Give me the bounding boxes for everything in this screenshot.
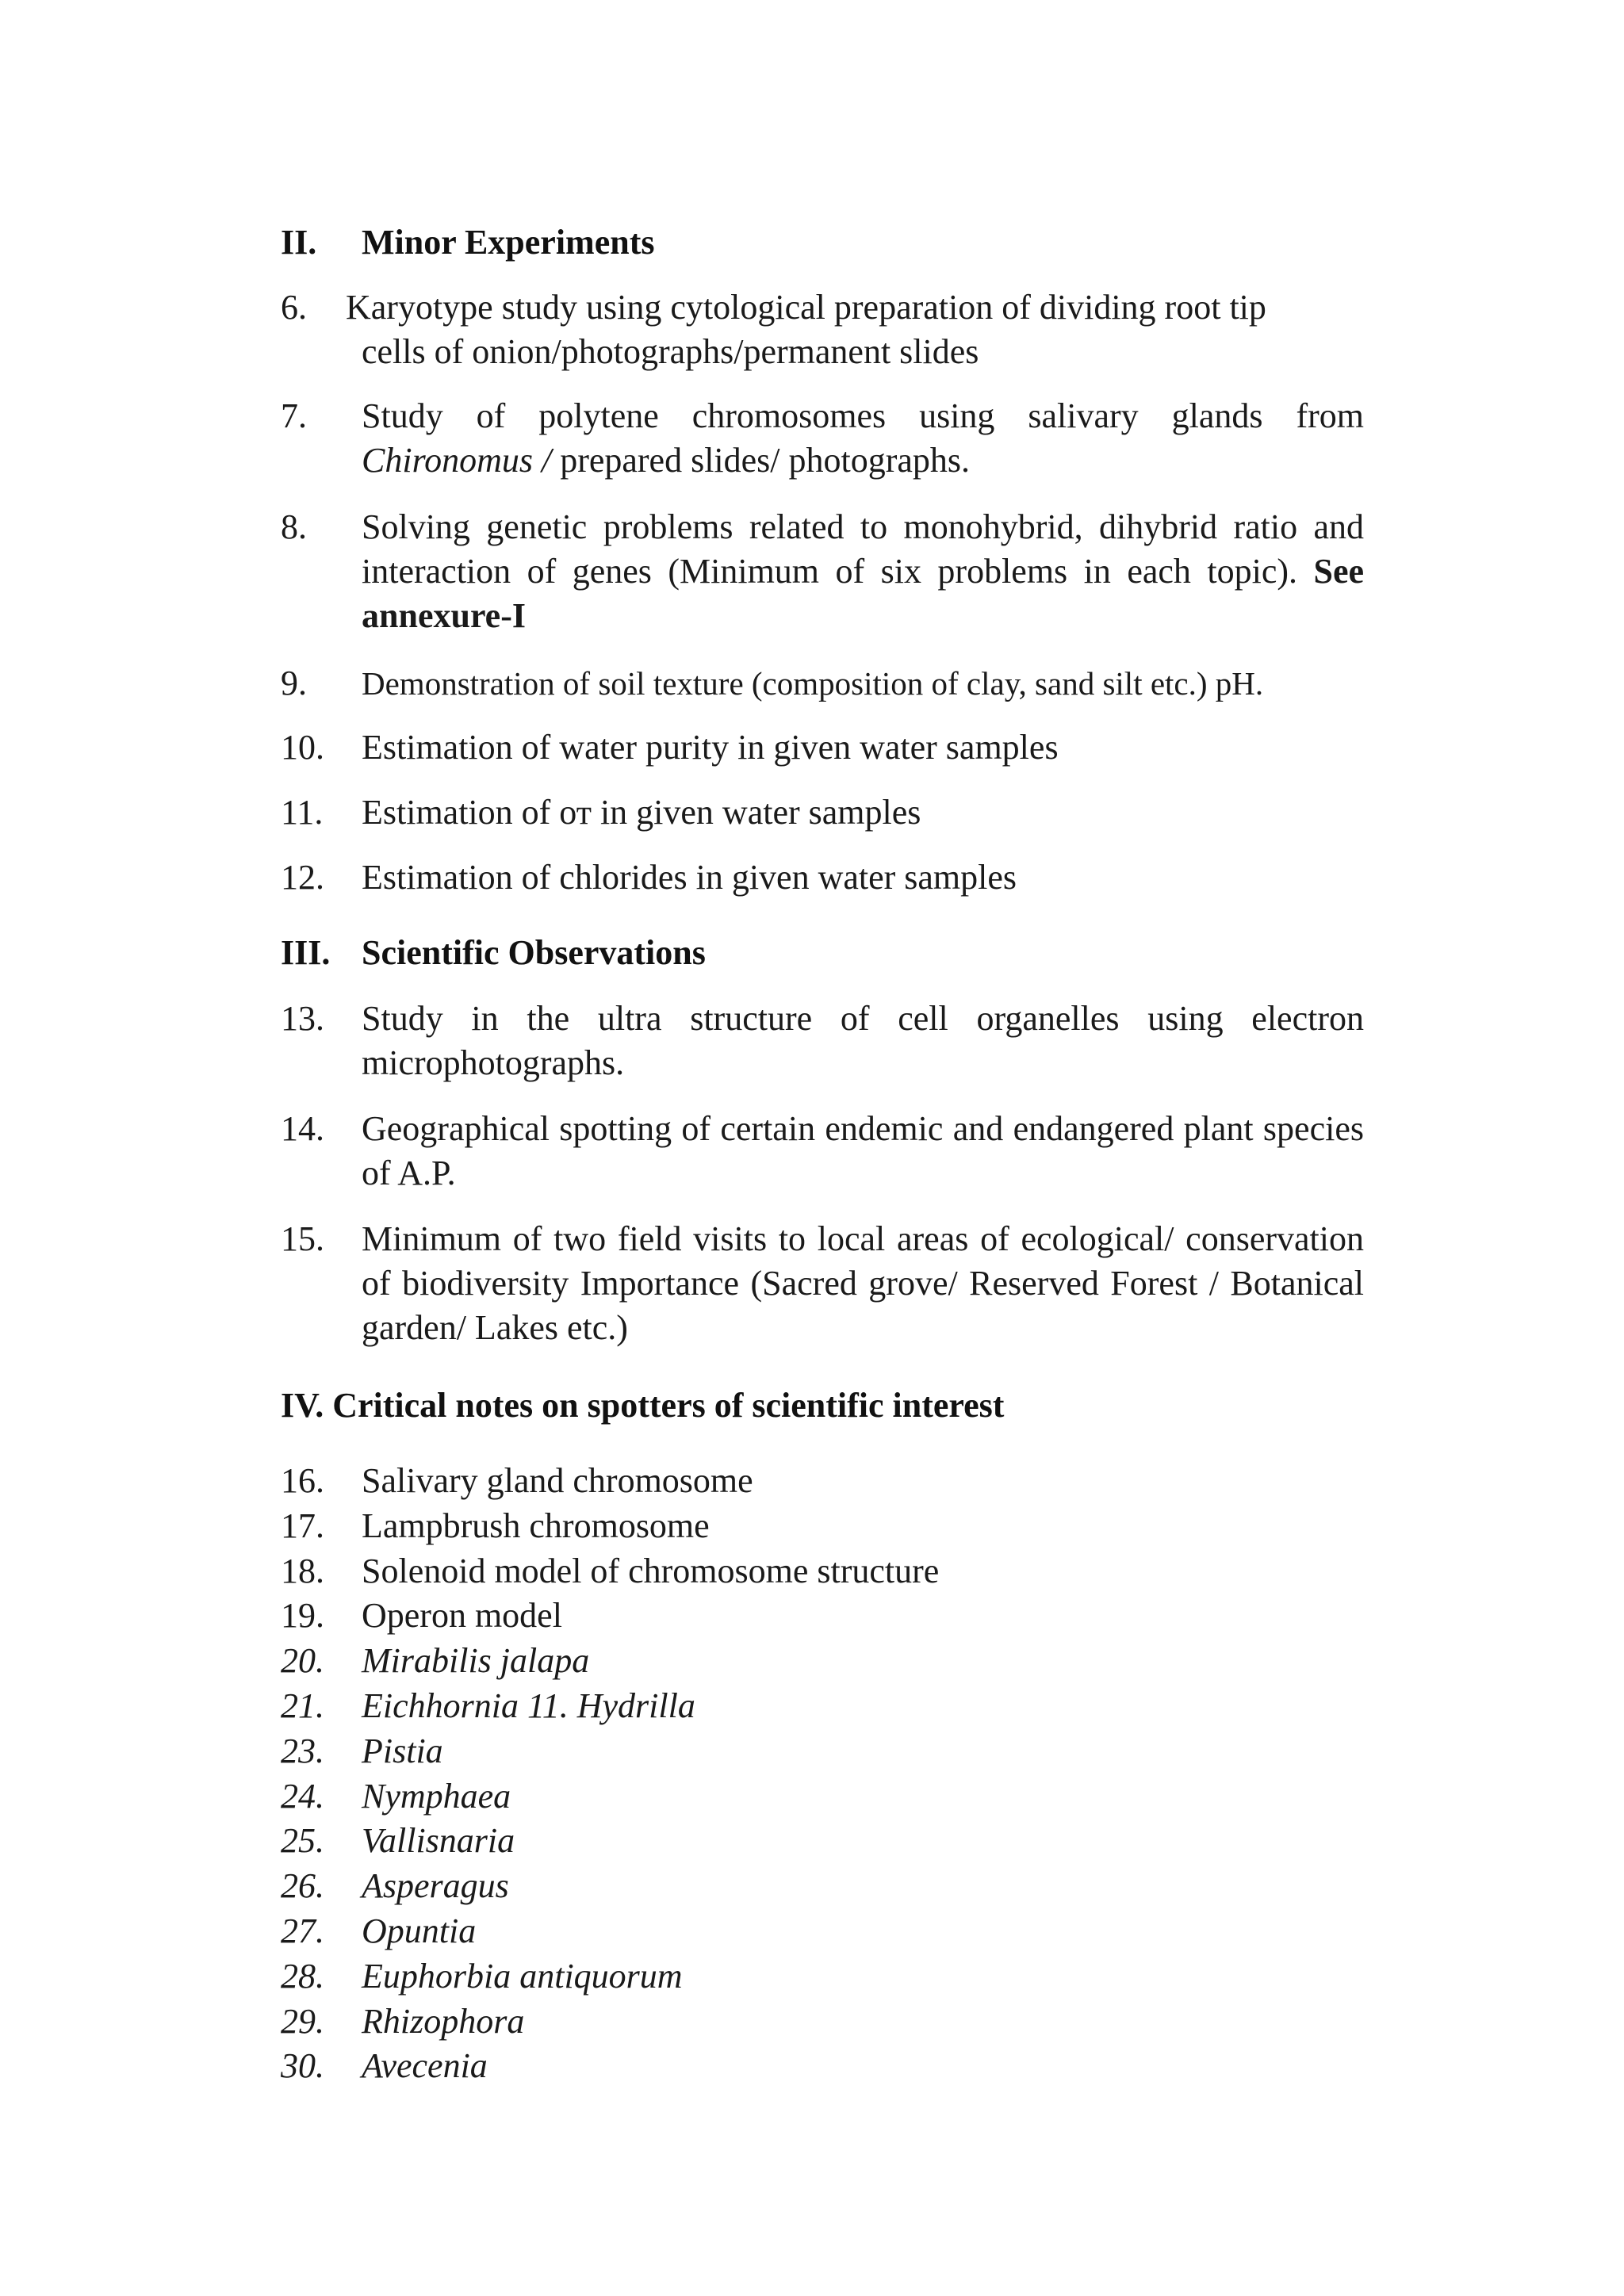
item-text: Solving genetic problems related to monohybrid, dihybrid ratio and interaction of genes (Minimum of six problems in each topic). — [362, 507, 1364, 591]
spotter-item — [281, 1864, 509, 1908]
section-heading-scientific-observations — [281, 932, 706, 974]
spotter-item — [281, 1999, 524, 2044]
species-name: Eichhornia 11. Hydrilla — [362, 1686, 695, 1725]
item-number: 10. — [281, 728, 324, 767]
list-item — [281, 855, 1364, 900]
section-title: Scientific Observations — [362, 933, 706, 972]
item-number: 26. — [281, 1866, 324, 1906]
item-number: 25. — [281, 1821, 324, 1861]
item-text: Salivary gland chromosome — [362, 1461, 753, 1500]
list-item — [281, 725, 1364, 770]
list-item — [281, 285, 1364, 374]
item-number: 13. — [281, 999, 324, 1038]
item-text: Estimation of от in given water samples — [362, 793, 921, 832]
item-number: 15. — [281, 1219, 324, 1258]
spotter-item — [281, 1819, 515, 1863]
species-name: Avecenia — [362, 2046, 488, 2086]
section-number: III. — [281, 933, 331, 972]
spotter-item — [281, 1549, 939, 1594]
section-number: IV. — [281, 1386, 324, 1425]
item-number: 9. — [281, 664, 307, 702]
item-text-continued: cells of onion/photographs/permanent slides — [362, 332, 979, 371]
species-name: Nymphaea — [362, 1776, 511, 1816]
list-item — [281, 790, 1364, 835]
item-text: Minimum of two field visits to local areas of ecological/ conservation of biodiversity Importance (Sacred grove/ Reserved Forest / Botanical garden/ Lakes etc.) — [362, 1219, 1364, 1347]
item-text: Operon model — [362, 1596, 562, 1636]
item-text: Estimation of chlorides in given water samples — [362, 858, 1017, 897]
item-number: 8. — [281, 507, 307, 546]
item-number: 6. — [281, 288, 307, 327]
section-heading-minor-experiments — [281, 222, 655, 263]
list-item — [281, 505, 1364, 638]
spotter-item — [281, 2044, 488, 2088]
section-number: II. — [281, 223, 317, 262]
item-text: Demonstration of soil texture (composition of clay, sand silt etc.) pH. — [362, 665, 1264, 702]
item-number: 24. — [281, 1776, 324, 1816]
item-number: 28. — [281, 1956, 324, 1996]
item-number: 20. — [281, 1641, 324, 1681]
item-number: 27. — [281, 1911, 324, 1950]
list-item — [281, 1107, 1364, 1196]
item-number: 29. — [281, 2001, 324, 2041]
spotter-item — [281, 1909, 476, 1954]
list-item — [281, 661, 1364, 706]
item-text: Study of polytene chromosomes using salivary glands from — [362, 396, 1364, 435]
item-text: Solenoid model of chromosome structure — [362, 1551, 940, 1590]
spotter-item — [281, 1459, 753, 1503]
spotter-item — [281, 1504, 710, 1548]
spotter-item — [281, 1594, 562, 1638]
item-text: Geographical spotting of certain endemic and endangered plant species of A.P. — [362, 1109, 1364, 1192]
item-number: 18. — [281, 1551, 324, 1590]
item-text: Study in the ultra structure of cell organelles using electron microphotographs. — [362, 999, 1364, 1082]
spotter-item — [281, 1639, 589, 1683]
species-name: Mirabilis jalapa — [362, 1641, 590, 1681]
item-text: Lampbrush chromosome — [362, 1506, 710, 1545]
section-heading-critical-notes — [281, 1385, 1004, 1426]
spotter-item — [281, 1684, 695, 1728]
spotter-item — [281, 1774, 511, 1819]
species-name: Chironomus / — [362, 441, 552, 480]
item-number: 19. — [281, 1596, 324, 1636]
list-item — [281, 997, 1364, 1085]
item-number: 16. — [281, 1461, 324, 1500]
item-number: 12. — [281, 858, 324, 897]
item-text: Karyotype study using cytological preparation of dividing root tip — [346, 288, 1266, 327]
list-item — [281, 1217, 1364, 1350]
item-number: 30. — [281, 2046, 324, 2086]
species-name: Rhizophora — [362, 2001, 525, 2041]
item-number: 14. — [281, 1109, 324, 1148]
annexure-reference: See annexure-I — [362, 552, 1365, 635]
item-text-continued: prepared slides/ photographs. — [551, 441, 971, 480]
species-name: Opuntia — [362, 1911, 477, 1950]
section-title: Minor Experiments — [362, 223, 655, 262]
species-name: Vallisnaria — [362, 1821, 515, 1861]
item-number: 17. — [281, 1506, 324, 1545]
spotter-item — [281, 1729, 443, 1774]
item-number: 11. — [281, 793, 324, 832]
species-name: Asperagus — [362, 1866, 509, 1906]
spotter-item — [281, 1954, 683, 1999]
species-name: Euphorbia antiquorum — [362, 1956, 683, 1996]
item-number: 7. — [281, 396, 307, 435]
section-title: Critical notes on spotters of scientific interest — [332, 1386, 1005, 1425]
item-text: Estimation of water purity in given water samples — [362, 728, 1059, 767]
list-item — [281, 394, 1364, 483]
item-number: 21. — [281, 1686, 324, 1725]
species-name: Pistia — [362, 1731, 443, 1770]
item-number: 23. — [281, 1731, 324, 1770]
